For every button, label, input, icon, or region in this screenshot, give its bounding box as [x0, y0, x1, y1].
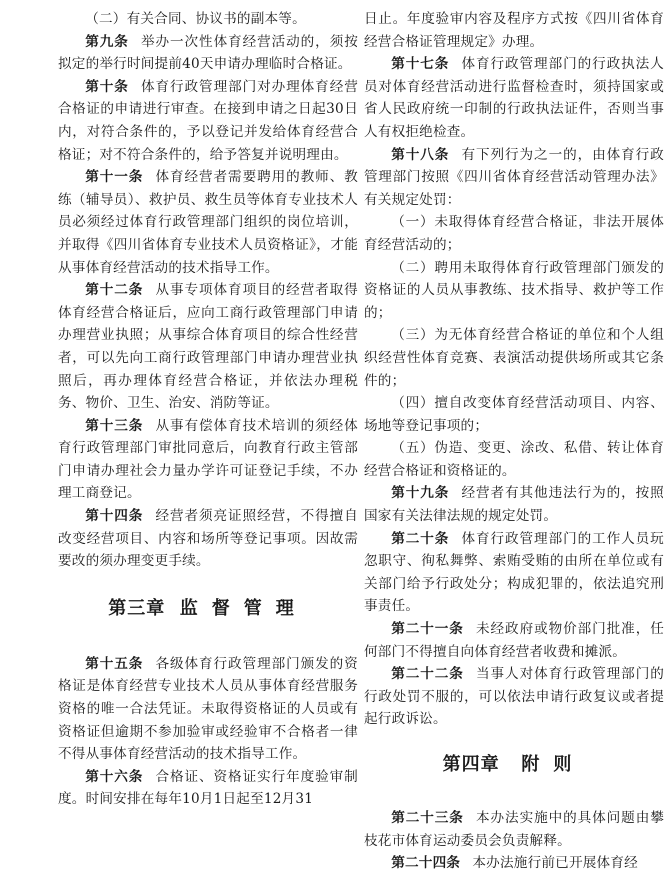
left-column	[58, 8, 358, 811]
article-20	[364, 528, 664, 618]
article-text: 体育行政管理部门对办理体育经营合格证的申请进行审查。在接到申请之日起30日内，对符合条件的，予以登记并发给体育经营合格证；对不符合条件的，给予答复并说明理由。	[58, 78, 359, 163]
article-number: 第十九条	[391, 485, 450, 502]
article-24	[364, 852, 664, 875]
article-number: 第十七条	[391, 56, 450, 73]
chapter-3-heading	[58, 595, 358, 623]
contracts-item: （二）有关合同、协议书的副本等。	[85, 11, 306, 27]
article-text: 本办法施行前已开展体育经	[472, 855, 638, 872]
article-number: 第九条	[85, 33, 129, 50]
article-number: 第十六条	[85, 768, 144, 785]
penalty-item-2: （二）聘用未取得体育行政管理部门颁发的资格证的人员从事教练、技术指导、救护等工作的；	[364, 259, 664, 321]
article-text: 经营者有其他违法行为的，按照国家有关法律法规的规定处罚。	[364, 485, 664, 525]
article-number: 第十四条	[85, 508, 144, 525]
article-number: 第十条	[85, 78, 129, 95]
penalty-item-5: （五）伪造、变更、涂改、私借、转让体育经营合格证和资格证的。	[364, 440, 664, 479]
article-text: 体育行政管理部门的工作人员玩忽职守、徇私舞弊、索贿受贿的由所在单位或有关部门给予行政处分；构成犯罪的，依法追究刑事责任。	[364, 530, 664, 615]
article-text: 体育行政管理部门的行政执法人员对体育经营活动进行监督检查时，须持国家或省人民政府统一印制的行政执法证件，否则当事人有权拒绝检查。	[364, 56, 664, 140]
article-22	[364, 663, 664, 731]
chapter-title: 附则	[521, 754, 586, 775]
article-text: 经营者须亮证照经营，不得擅自改变经营项目、内容和场所等登记事项。因故需要改的须办理变更手续。	[58, 508, 358, 570]
article-text: 从事有偿体育技术培训的须经体育行政管理部门审批同意后，向教育行政主管部门申请办理社会力量办学许可证登记手续，不办理工商登记。	[58, 417, 358, 502]
article-number: 第二十一条	[391, 621, 464, 638]
chapter-number: 第四章	[442, 754, 500, 775]
article-text: 举办一次性体育经营活动的，须按拟定的举行时间提前40天申请办理临时合格证。	[58, 33, 359, 73]
chapter-title: 监督管理	[179, 597, 308, 619]
article-13	[58, 415, 358, 505]
article-18	[364, 144, 664, 212]
article-21	[364, 618, 664, 663]
article-number: 第十二条	[85, 282, 144, 299]
article-number: 第十八条	[391, 146, 450, 163]
article-text: 从事专项体育项目的经营者取得体育经营合格证后，应向工商行政管理部门申请办理营业执照；从事综合体育项目的综合性经营者，可以先向工商行政管理部门申请办理营业执照后，再办理体育经营合格证，并依法办理税务、物价、卫生、治安、消防等证。	[58, 282, 358, 412]
article-23	[364, 807, 664, 852]
article-text: 当事人对体育行政管理部门的行政处罚不服的，可以依法申请行政复议或者提起行政诉讼。	[364, 666, 665, 728]
article-text: 未经政府或物价部门批准，任何部门不得擅自向体育经营者收费和摊派。	[364, 621, 665, 660]
article-16	[58, 766, 358, 811]
penalty-item-3: （三）为无体育经营合格证的单位和个人组织经营性体育竞赛、表演活动提供场所或其它条件的；	[364, 327, 664, 389]
right-column	[364, 8, 664, 875]
article-17	[364, 53, 664, 143]
article-12	[58, 279, 358, 415]
article-text: 合格证、资格证实行年度验审制度。时间安排在每年10月1日起至12月31	[58, 768, 358, 808]
article-text: 体育经营者需要聘用的教师、教练（辅导员）、救护员、救生员等体育专业技术人员必须经过体育行政管理部门组织的岗位培训，并取得《四川省体育专业技术人员资格证》，才能从事体育经营活动的技术指导工作。	[58, 169, 358, 276]
chapter-4-heading	[364, 751, 664, 779]
article-number: 第十一条	[85, 169, 144, 186]
chapter-number: 第三章	[108, 597, 166, 619]
article-19	[364, 482, 664, 527]
article-number: 第十五条	[85, 655, 144, 672]
article-number: 第二十条	[391, 530, 450, 547]
article-16-continued: 日止。年度验审内容及程序方式按《四川省体育经营合格证管理规定》办理。	[364, 11, 664, 50]
article-number: 第二十四条	[391, 855, 461, 872]
penalty-item-1: （一）未取得体育经营合格证，非法开展体育经营活动的；	[364, 214, 664, 253]
article-11	[58, 166, 358, 279]
penalty-item-4: （四）擅自改变体育经营活动项目、内容、场地等登记事项的；	[364, 395, 664, 434]
article-number: 第十三条	[85, 417, 144, 434]
article-text: 各级体育行政管理部门颁发的资格证是体育经营专业技术人员从事体育经营服务资格的唯一合法凭证。未取得资格证的人员或有资格证但逾期不参加验审或经验审不合格者一律不得从事体育经营活动的技术指导工作。	[58, 655, 358, 763]
article-text: 本办法实施中的具体问题由攀枝花市体育运动委员会负责解释。	[364, 810, 665, 849]
article-number: 第二十二条	[391, 666, 464, 683]
article-text: 有下列行为之一的，由体育行政管理部门按照《四川省体育经营活动管理办法》有关规定处罚：	[364, 146, 664, 208]
article-10	[58, 76, 358, 166]
article-15	[58, 653, 358, 766]
article-14	[58, 505, 358, 573]
article-9	[58, 31, 358, 76]
article-number: 第二十三条	[391, 810, 464, 826]
